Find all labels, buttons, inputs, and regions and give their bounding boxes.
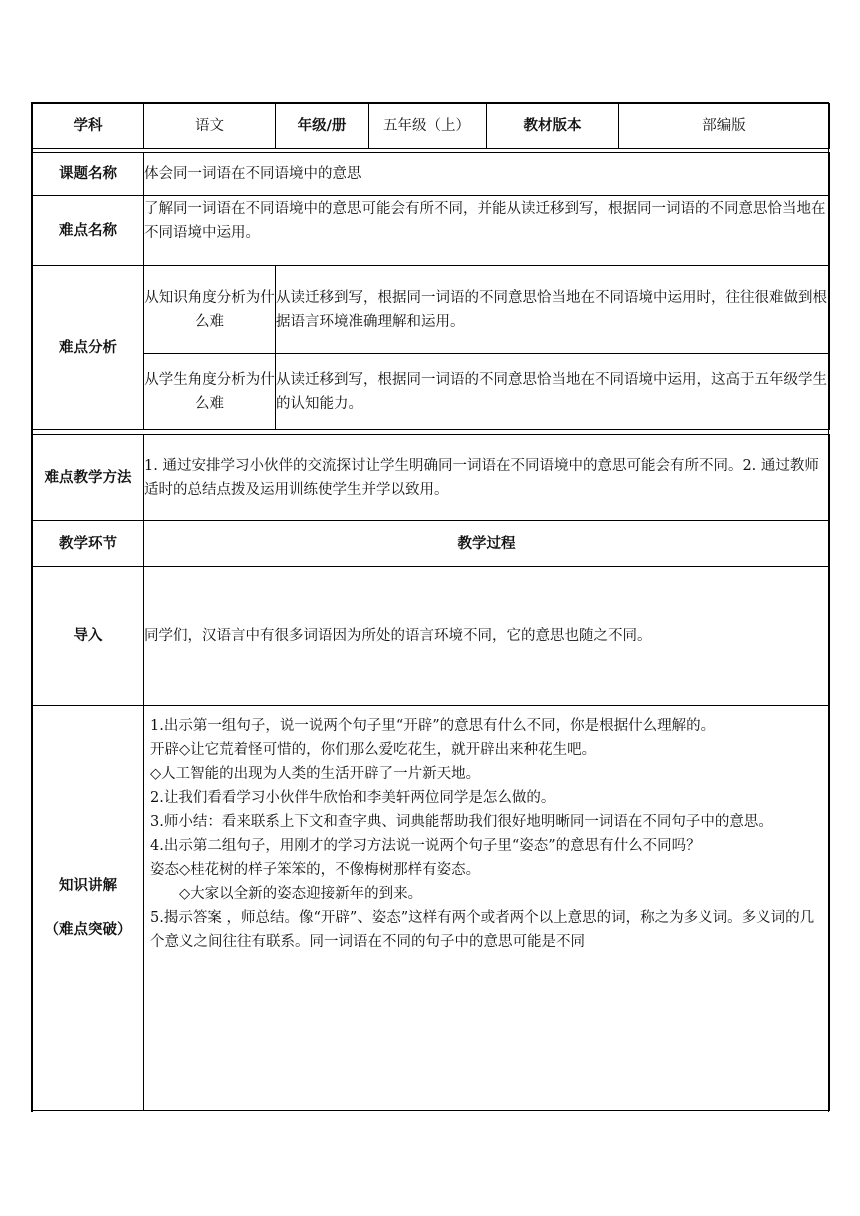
- knowledge-label-line2: （难点突破）: [44, 922, 132, 938]
- analysis-knowledge-row: [33, 266, 830, 354]
- topic-row: [33, 153, 830, 196]
- analysis-label: 难点分析: [33, 266, 144, 430]
- knowledge-paragraph: 2.让我们看看学习小伙伴牛欣怡和李美轩两位同学是怎么做的。: [150, 790, 556, 806]
- lesson-plan-table: [32, 103, 830, 1111]
- knowledge-paragraph: 3.师小结：看来联系上下文和查字典、词典能帮助我们很好地明晰同一词语在不同句子中的意思。: [150, 814, 773, 830]
- topic-label: 课题名称: [33, 153, 144, 196]
- grade-value: 五年级（上）: [369, 104, 487, 149]
- grade-label: 年级/册: [276, 104, 369, 149]
- knowledge-content: [144, 706, 830, 1111]
- analysis-knowledge-text: 从读迁移到写，根据同一词语的不同意思恰当地在不同语境中运用时，往往很难做到根据语言环境准确理解和运用。: [276, 266, 830, 354]
- knowledge-paragraph: 姿态◇桂花树的样子笨笨的，不像梅树那样有姿态。: [150, 862, 481, 878]
- analysis-student-row: [33, 354, 830, 430]
- intro-value: 同学们，汉语言中有很多词语因为所处的语言环境不同，它的意思也随之不同。: [144, 567, 830, 706]
- subject-value: 语文: [144, 104, 276, 149]
- difficulty-label: 难点名称: [33, 196, 144, 266]
- knowledge-paragraph: ◇大家以全新的姿态迎接新年的到来。: [150, 886, 423, 902]
- intro-row: [33, 567, 830, 706]
- stage-label: 教学环节: [33, 521, 144, 567]
- knowledge-paragraph: 1.出示第一组句子，说一说两个句子里“开辟”的意思有什么不同，你是根据什么理解的。: [150, 718, 716, 734]
- method-value: 1. 通过安排学习小伙伴的交流探讨让学生明确同一词语在不同语境中的意思可能会有所不同。2. 通过教师适时的总结点拨及运用训练使学生并学以致用。: [144, 435, 830, 521]
- topic-value: 体会同一词语在不同语境中的意思: [144, 153, 830, 196]
- method-row: [33, 435, 830, 521]
- knowledge-paragraph: ◇人工智能的出现为人类的生活开辟了一片新天地。: [150, 766, 481, 782]
- subject-label: 学科: [33, 104, 144, 149]
- edition-label: 教材版本: [487, 104, 619, 149]
- knowledge-paragraph: 开辟◇让它荒着怪可惜的，你们那么爱吃花生，就开辟出来种花生吧。: [150, 742, 597, 758]
- edition-value: 部编版: [619, 104, 830, 149]
- analysis-knowledge-label: 从知识角度分析为什么难: [144, 266, 276, 354]
- knowledge-paragraph: 4.出示第二组句子，用刚才的学习方法说一说两个句子里“姿态”的意思有什么不同吗？: [150, 838, 701, 854]
- process-label: 教学过程: [144, 521, 830, 567]
- knowledge-label-line1: 知识讲解: [59, 878, 117, 894]
- header-row: [33, 104, 830, 149]
- difficulty-row: [33, 196, 830, 266]
- intro-label: 导入: [33, 567, 144, 706]
- method-label: 难点教学方法: [33, 435, 144, 521]
- analysis-student-label: 从学生角度分析为什么难: [144, 354, 276, 430]
- analysis-student-text: 从读迁移到写，根据同一词语的不同意思恰当地在不同语境中运用，这高于五年级学生的认知能力。: [276, 354, 830, 430]
- difficulty-value: 了解同一词语在不同语境中的意思可能会有所不同，并能从读迁移到写，根据同一词语的不同意思恰当地在不同语境中运用。: [144, 196, 830, 266]
- process-header-row: [33, 521, 830, 567]
- knowledge-paragraph: 5.揭示答案 ，师总结。像“开辟”、姿态”这样有两个或者两个以上意思的词，称之为多义词。多义词的几个意义之间往往有联系。同一词语在不同的句子中的意思可能是不同: [150, 910, 815, 950]
- knowledge-label: [33, 706, 144, 1111]
- knowledge-row: [33, 706, 830, 1111]
